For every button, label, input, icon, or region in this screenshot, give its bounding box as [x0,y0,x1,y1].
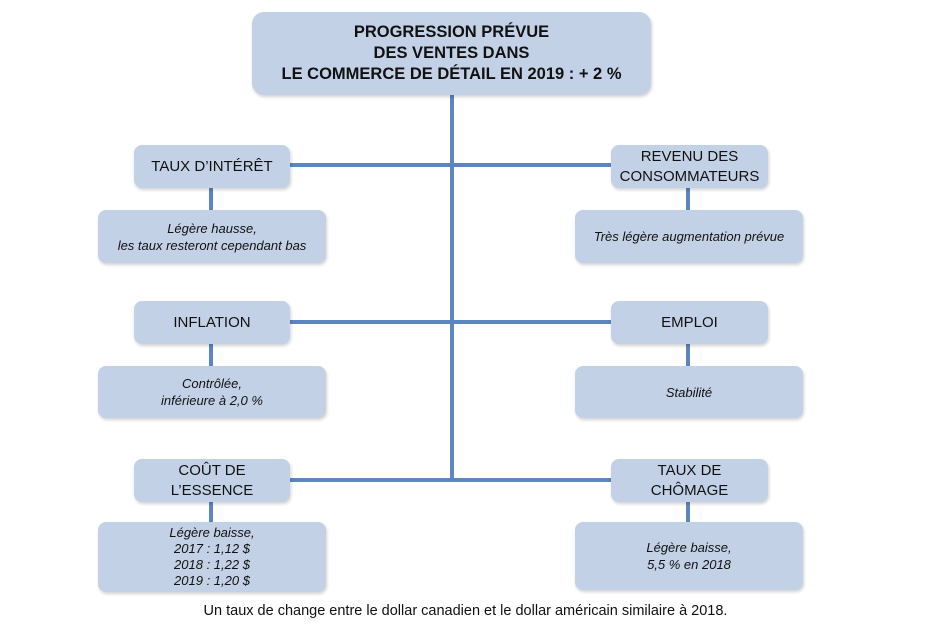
connector-employment [686,344,690,366]
connector-row-1 [290,163,612,167]
factor-unemployment: TAUX DE CHÔMAGE [611,459,768,502]
connector-fuel [209,502,213,522]
central-connector [450,95,454,480]
factor-consumer-income-desc: Très légère augmentation prévue [575,210,803,263]
factor-consumer-income: REVENU DES CONSOMMATEURS [611,145,768,188]
connector-inflation [209,344,213,366]
factor-fuel-cost-desc: Légère baisse, 2017 : 1,12 $ 2018 : 1,22 $ 2019 : 1,20 $ [98,522,326,592]
connector-row-3 [290,478,612,482]
factor-interest-rate-desc: Légère hausse, les taux resteront cependant bas [98,210,326,263]
diagram-title: PROGRESSION PRÉVUE DES VENTES DANS LE COMMERCE DE DÉTAIL EN 2019 : + 2 % [252,12,651,95]
factor-interest-rate: TAUX D’INTÉRÊT [134,145,290,188]
factor-employment: EMPLOI [611,301,768,344]
connector-unemployment [686,502,690,522]
connector-row-2 [290,320,612,324]
factor-employment-desc: Stabilité [575,366,803,418]
factor-unemployment-desc: Légère baisse, 5,5 % en 2018 [575,522,803,590]
factor-inflation-desc: Contrôlée, inférieure à 2,0 % [98,366,326,418]
connector-income [686,188,690,210]
connector-interest [209,188,213,210]
factor-inflation: INFLATION [134,301,290,344]
footnote: Un taux de change entre le dollar canadien et le dollar américain similaire à 2018. [203,603,728,619]
factor-fuel-cost: COÛT DE L’ESSENCE [134,459,290,502]
